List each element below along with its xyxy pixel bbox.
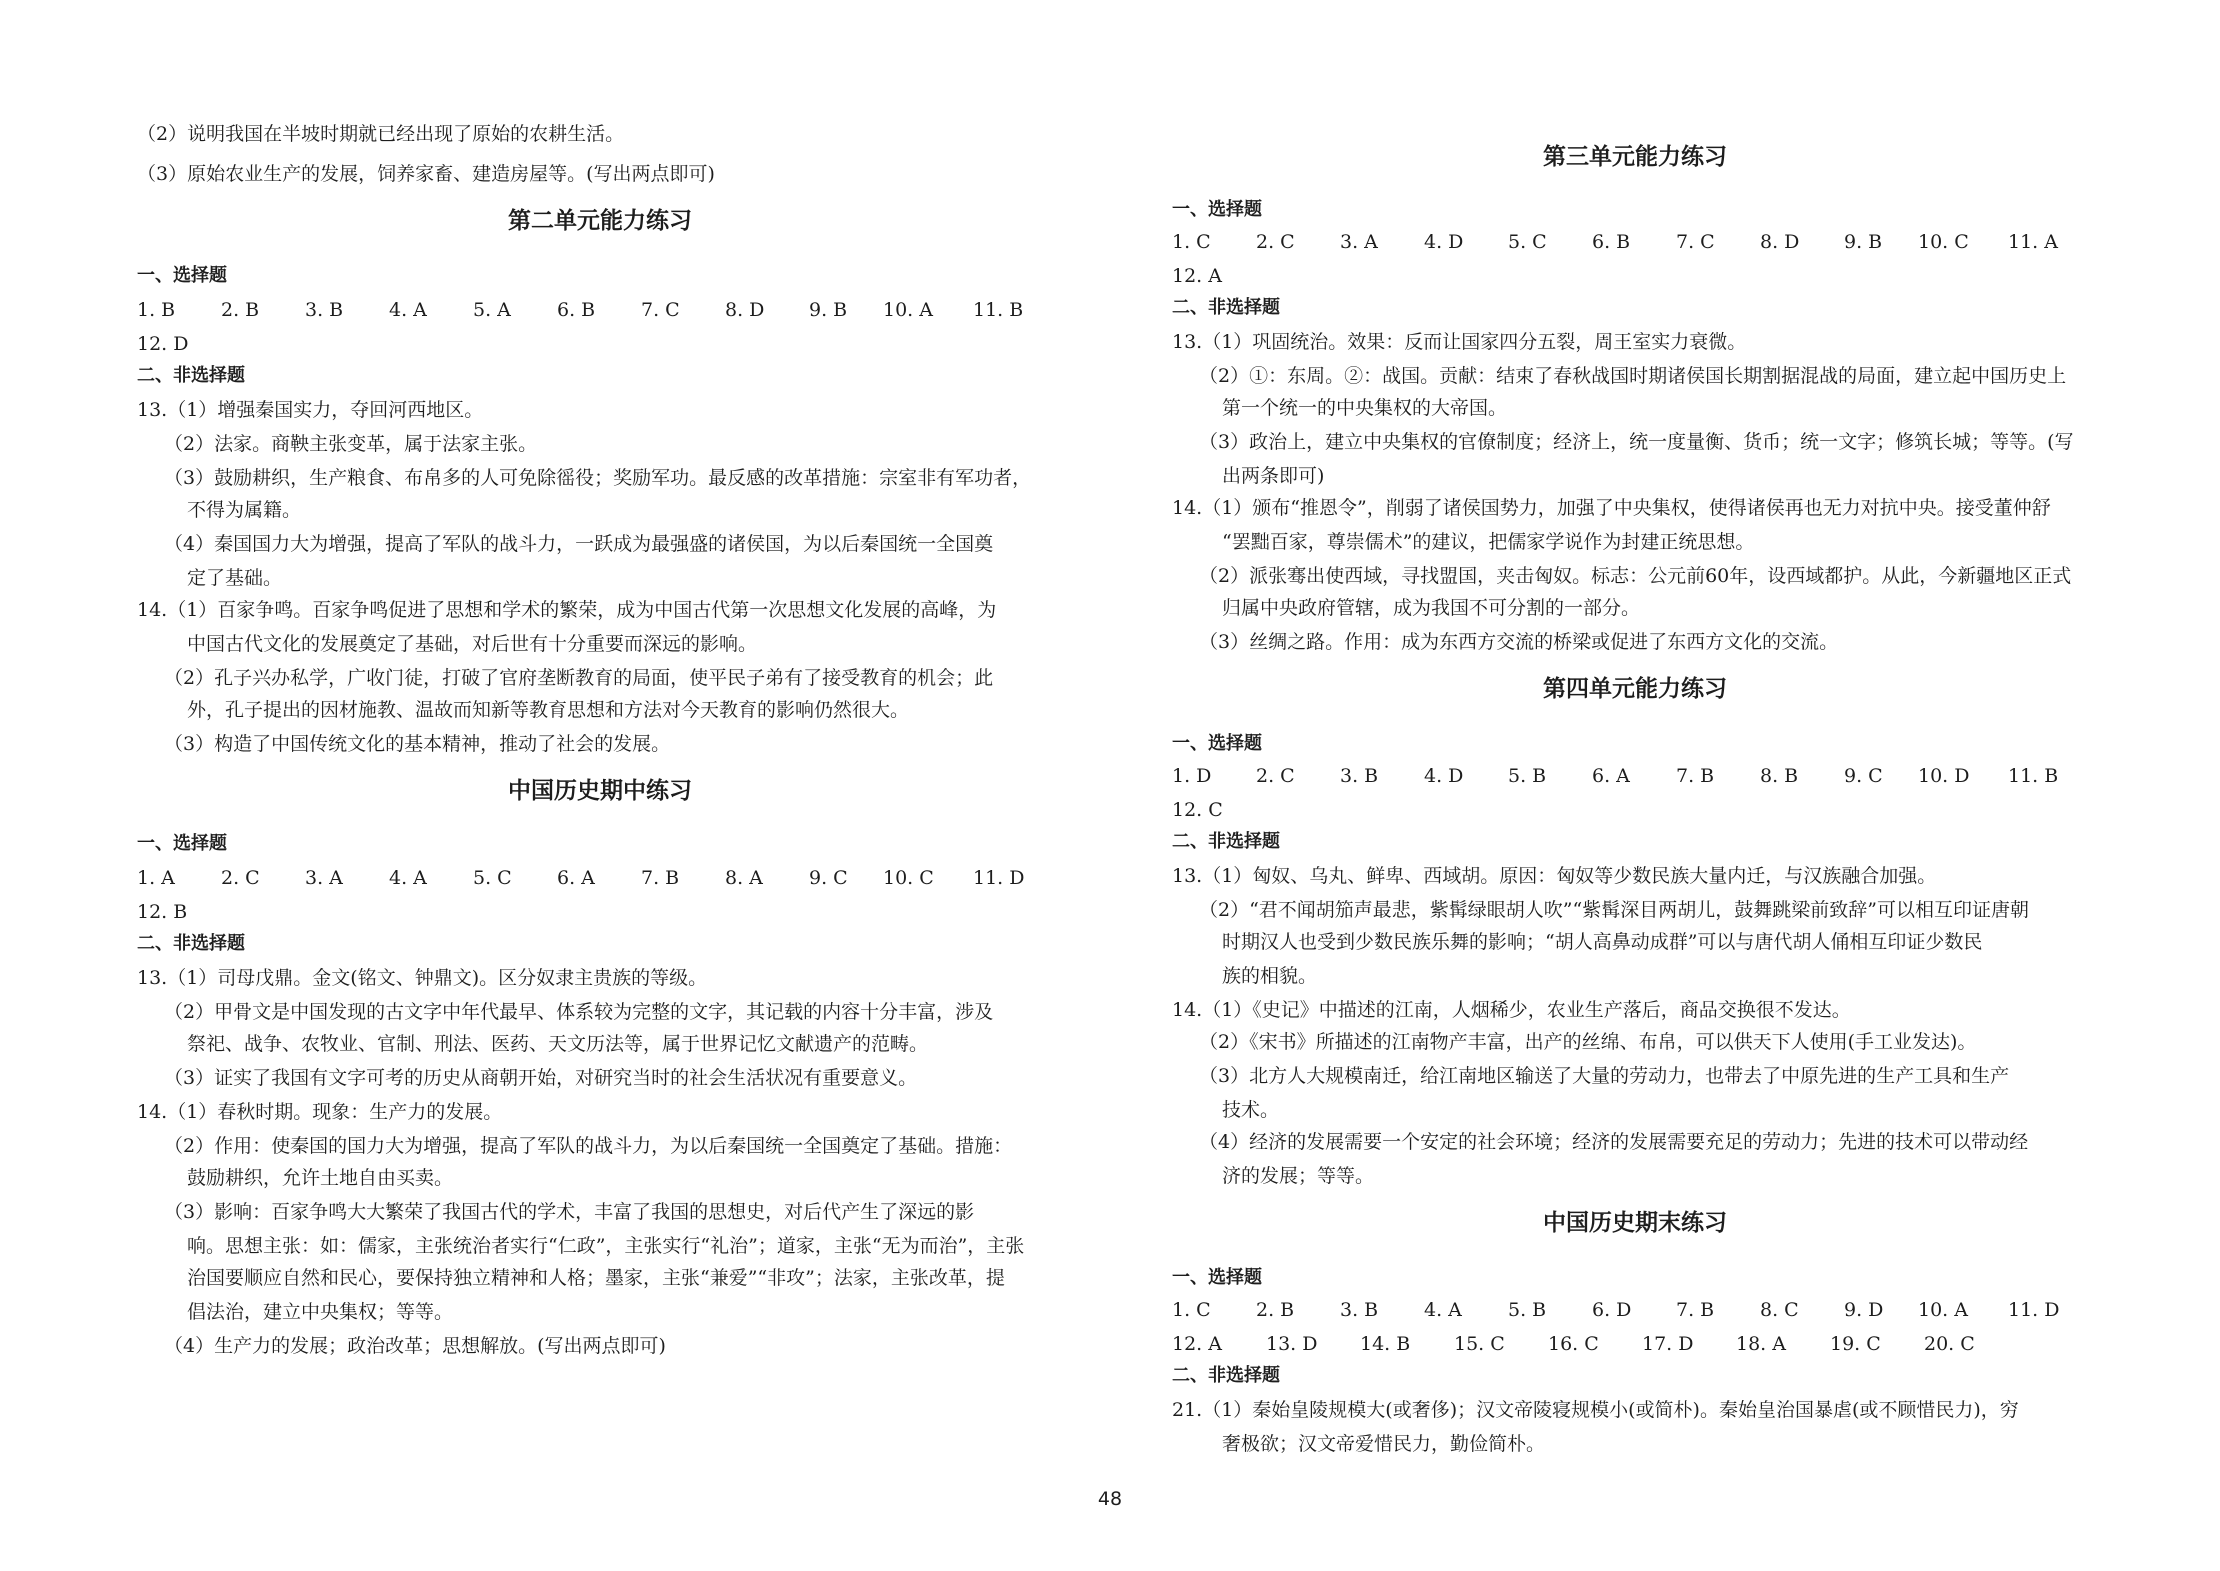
answer-line: 13.（1）司母戊鼎。金文(铭文、钟鼎文)。区分奴隶主贵族的等级。 bbox=[137, 967, 708, 989]
answer-item: 10. A bbox=[883, 299, 933, 321]
nonchoice-heading: 二、非选择题 bbox=[1172, 831, 1280, 852]
answer-item: 8. D bbox=[725, 299, 765, 321]
answer-item: 19. C bbox=[1830, 1333, 1881, 1355]
answer-line: 技术。 bbox=[1222, 1099, 1280, 1121]
answer-item: 1. A bbox=[137, 867, 175, 889]
answer-item: 11. B bbox=[2008, 765, 2059, 787]
nonchoice-heading: 二、非选择题 bbox=[137, 933, 245, 954]
intro-line: （2）说明我国在半坡时期就已经出现了原始的农耕生活。 bbox=[137, 123, 625, 145]
answer-item: 13. D bbox=[1266, 1333, 1318, 1355]
answer-item: 8. B bbox=[1760, 765, 1799, 787]
answer-item: 8. A bbox=[725, 867, 763, 889]
answer-line: （3）鼓励耕织，生产粮食、布帛多的人可免除徭役；奖励军功。最反感的改革措施：宗室非有军功者， bbox=[164, 467, 1032, 489]
nonchoice-heading: 二、非选择题 bbox=[1172, 1365, 1280, 1386]
answer-item: 12. A bbox=[1172, 265, 1222, 287]
answer-line: （3）政治上，建立中央集权的官僚制度；经济上，统一度量衡、货币；统一文字；修筑长城；等等。(写 bbox=[1199, 431, 2074, 453]
answer-line: “罢黜百家，尊崇儒术”的建议，把儒家学说作为封建正统思想。 bbox=[1222, 531, 1755, 553]
answer-item: 2. B bbox=[1256, 1299, 1295, 1321]
answer-item: 7. C bbox=[1676, 231, 1715, 253]
answer-line: （4）秦国国力大为增强，提高了军队的战斗力，一跃成为最强盛的诸侯国，为以后秦国统一全国奠 bbox=[164, 533, 994, 555]
answer-item: 10. D bbox=[1918, 765, 1970, 787]
answer-item: 3. B bbox=[1340, 1299, 1379, 1321]
answer-line: 中国古代文化的发展奠定了基础，对后世有十分重要而深远的影响。 bbox=[187, 633, 758, 655]
answer-line: 14.（1）《史记》中描述的江南，人烟稀少，农业生产落后，商品交换很不发达。 bbox=[1172, 999, 1851, 1021]
answer-item: 2. C bbox=[221, 867, 260, 889]
answer-item: 15. C bbox=[1454, 1333, 1505, 1355]
section-title-unit3: 第三单元能力练习 bbox=[1543, 144, 1727, 170]
answer-item: 2. C bbox=[1256, 231, 1295, 253]
answer-item: 20. C bbox=[1924, 1333, 1975, 1355]
answer-line: 归属中央政府管辖，成为我国不可分割的一部分。 bbox=[1222, 597, 1641, 619]
section-title-midterm: 中国历史期中练习 bbox=[508, 778, 692, 804]
answer-item: 3. B bbox=[305, 299, 344, 321]
answer-item: 12. B bbox=[137, 901, 188, 923]
answer-item: 8. D bbox=[1760, 231, 1800, 253]
answer-line: 鼓励耕织，允许土地自由买卖。 bbox=[187, 1167, 454, 1189]
answer-item: 1. C bbox=[1172, 231, 1211, 253]
answer-item: 4. D bbox=[1424, 231, 1464, 253]
answer-item: 9. C bbox=[809, 867, 848, 889]
answer-item: 7. B bbox=[1676, 1299, 1715, 1321]
answer-item: 12. C bbox=[1172, 799, 1223, 821]
answer-item: 4. A bbox=[389, 299, 427, 321]
answer-item: 10. C bbox=[1918, 231, 1969, 253]
answer-item: 11. A bbox=[2008, 231, 2058, 253]
answer-item: 5. A bbox=[473, 299, 511, 321]
answer-item: 16. C bbox=[1548, 1333, 1599, 1355]
section-title-final: 中国历史期末练习 bbox=[1543, 1210, 1727, 1236]
answer-line: （2）“君不闻胡笳声最悲，紫髯绿眼胡人吹”“紫髯深目两胡儿，鼓舞跳梁前致辞”可以相互印证唐朝 bbox=[1199, 899, 2029, 921]
answer-item: 9. B bbox=[809, 299, 848, 321]
answer-item: 12. D bbox=[137, 333, 189, 355]
answer-line: 倡法治，建立中央集权；等等。 bbox=[187, 1301, 454, 1323]
answer-item: 3. A bbox=[305, 867, 343, 889]
answer-item: 5. B bbox=[1508, 765, 1547, 787]
answer-line: （3）构造了中国传统文化的基本精神，推动了社会的发展。 bbox=[164, 733, 671, 755]
answer-line: （3）证实了我国有文字可考的历史从商朝开始，对研究当时的社会生活状况有重要意义。 bbox=[164, 1067, 918, 1089]
answer-line: （2）法家。商鞅主张变革，属于法家主张。 bbox=[164, 433, 538, 455]
intro-line: （3）原始农业生产的发展，饲养家畜、建造房屋等。(写出两点即可) bbox=[137, 163, 715, 185]
answer-item: 10. A bbox=[1918, 1299, 1968, 1321]
answer-item: 4. A bbox=[389, 867, 427, 889]
answer-line: 14.（1）春秋时期。现象：生产力的发展。 bbox=[137, 1101, 503, 1123]
answer-line: （2）甲骨文是中国发现的古文字中年代最早、体系较为完整的文字，其记载的内容十分丰富，涉及 bbox=[164, 1001, 994, 1023]
answer-item: 14. B bbox=[1360, 1333, 1411, 1355]
answer-line: （3）北方人大规模南迁，给江南地区输送了大量的劳动力，也带去了中原先进的生产工具和生产 bbox=[1199, 1065, 2010, 1087]
page-number: 48 bbox=[1097, 1488, 1123, 1510]
answer-item: 7. C bbox=[641, 299, 680, 321]
answer-line: （2）孔子兴办私学，广收门徒，打破了官府垄断教育的局面，使平民子弟有了接受教育的机会；此 bbox=[164, 667, 994, 689]
answer-line: 祭祀、战争、农牧业、官制、刑法、医药、天文历法等，属于世界记忆文献遗产的范畴。 bbox=[187, 1033, 929, 1055]
choice-heading: 一、选择题 bbox=[1172, 199, 1262, 220]
answer-item: 3. B bbox=[1340, 765, 1379, 787]
answer-item: 18. A bbox=[1736, 1333, 1786, 1355]
answer-line: 外，孔子提出的因材施教、温故而知新等教育思想和方法对今天教育的影响仍然很大。 bbox=[187, 699, 910, 721]
answer-line: 14.（1）百家争鸣。百家争鸣促进了思想和学术的繁荣，成为中国古代第一次思想文化发展的高峰，为 bbox=[137, 599, 997, 621]
answer-item: 4. D bbox=[1424, 765, 1464, 787]
answer-line: （3）影响：百家争鸣大大繁荣了我国古代的学术，丰富了我国的思想史，对后代产生了深远的影 bbox=[164, 1201, 975, 1223]
answer-line: （2）①：东周。②：战国。贡献：结束了春秋战国时期诸侯国长期割据混战的局面，建立起中国历史上 bbox=[1199, 365, 2067, 387]
nonchoice-heading: 二、非选择题 bbox=[137, 365, 245, 386]
answer-line: 奢极欲；汉文帝爱惜民力，勤俭简朴。 bbox=[1222, 1433, 1546, 1455]
answer-item: 5. C bbox=[473, 867, 512, 889]
answer-line: （2）作用：使秦国的国力大为增强，提高了军队的战斗力，为以后秦国统一全国奠定了基础。措施： bbox=[164, 1135, 1013, 1157]
choice-heading: 一、选择题 bbox=[137, 265, 227, 286]
answer-line: 治国要顺应自然和民心，要保持独立精神和人格；墨家，主张“兼爱”“非攻”；法家，主张改革，提 bbox=[187, 1267, 1005, 1289]
answer-item: 11. B bbox=[973, 299, 1024, 321]
answer-item: 3. A bbox=[1340, 231, 1378, 253]
answer-item: 1. B bbox=[137, 299, 176, 321]
nonchoice-heading: 二、非选择题 bbox=[1172, 297, 1280, 318]
answer-item: 17. D bbox=[1642, 1333, 1694, 1355]
answer-item: 5. C bbox=[1508, 231, 1547, 253]
answer-item: 8. C bbox=[1760, 1299, 1799, 1321]
answer-item: 9. D bbox=[1844, 1299, 1884, 1321]
answer-item: 2. B bbox=[221, 299, 260, 321]
answer-item: 6. B bbox=[557, 299, 596, 321]
answer-item: 1. C bbox=[1172, 1299, 1211, 1321]
answer-line: 13.（1）增强秦国实力，夺回河西地区。 bbox=[137, 399, 484, 421]
section-title-unit2: 第二单元能力练习 bbox=[508, 208, 692, 234]
answer-line: 响。思想主张：如：儒家，主张统治者实行“仁政”，主张实行“礼治”；道家，主张“无为而治”，主张 bbox=[187, 1235, 1025, 1257]
answer-line: 不得为属籍。 bbox=[187, 499, 302, 521]
answer-item: 11. D bbox=[2008, 1299, 2060, 1321]
choice-heading: 一、选择题 bbox=[137, 833, 227, 854]
answer-item: 6. A bbox=[557, 867, 595, 889]
answer-line: 21.（1）秦始皇陵规模大(或奢侈)；汉文帝陵寝规模小(或简朴)。秦始皇治国暴虐(或不顾惜民力)，穷 bbox=[1172, 1399, 2019, 1421]
answer-line: （2）《宋书》所描述的江南物产丰富，出产的丝绵、布帛，可以供天下人使用(手工业发达)。 bbox=[1199, 1031, 1977, 1053]
answer-line: 13.（1）匈奴、乌丸、鲜卑、西域胡。原因：匈奴等少数民族大量内迁，与汉族融合加强。 bbox=[1172, 865, 1937, 887]
choice-heading: 一、选择题 bbox=[1172, 733, 1262, 754]
answer-line: （3）丝绸之路。作用：成为东西方交流的桥梁或促进了东西方文化的交流。 bbox=[1199, 631, 1839, 653]
answer-item: 7. B bbox=[641, 867, 680, 889]
answer-item: 11. D bbox=[973, 867, 1025, 889]
answer-line: 13.（1）巩固统治。效果：反而让国家四分五裂，周王室实力衰微。 bbox=[1172, 331, 1747, 353]
answer-line: 定了基础。 bbox=[187, 567, 283, 589]
section-title-unit4: 第四单元能力练习 bbox=[1543, 676, 1727, 702]
answer-line: （2）派张骞出使西域，寻找盟国，夹击匈奴。标志：公元前60年，设西域都护。从此，今新疆地区正式 bbox=[1199, 565, 2072, 587]
answer-item: 5. B bbox=[1508, 1299, 1547, 1321]
answer-line: 济的发展；等等。 bbox=[1222, 1165, 1375, 1187]
answer-item: 2. C bbox=[1256, 765, 1295, 787]
answer-line: 出两条即可) bbox=[1222, 465, 1325, 487]
choice-heading: 一、选择题 bbox=[1172, 1267, 1262, 1288]
answer-item: 7. B bbox=[1676, 765, 1715, 787]
answer-item: 6. A bbox=[1592, 765, 1630, 787]
answer-item: 9. B bbox=[1844, 231, 1883, 253]
answer-line: 14.（1）颁布“推恩令”，削弱了诸侯国势力，加强了中央集权，使得诸侯再也无力对抗中央。接受董仲舒 bbox=[1172, 497, 2051, 519]
answer-item: 12. A bbox=[1172, 1333, 1222, 1355]
answer-line: （4）生产力的发展；政治改革；思想解放。(写出两点即可) bbox=[164, 1335, 666, 1357]
answer-line: （4）经济的发展需要一个安定的社会环境；经济的发展需要充足的劳动力；先进的技术可以带动经 bbox=[1199, 1131, 2029, 1153]
answer-item: 9. C bbox=[1844, 765, 1883, 787]
answer-item: 6. D bbox=[1592, 1299, 1632, 1321]
answer-item: 6. B bbox=[1592, 231, 1631, 253]
answer-item: 10. C bbox=[883, 867, 934, 889]
answer-line: 第一个统一的中央集权的大帝国。 bbox=[1222, 397, 1508, 419]
answer-line: 时期汉人也受到少数民族乐舞的影响；“胡人高鼻动成群”可以与唐代胡人俑相互印证少数民 bbox=[1222, 931, 1983, 953]
answer-line: 族的相貌。 bbox=[1222, 965, 1318, 987]
answer-item: 4. A bbox=[1424, 1299, 1462, 1321]
answer-item: 1. D bbox=[1172, 765, 1212, 787]
